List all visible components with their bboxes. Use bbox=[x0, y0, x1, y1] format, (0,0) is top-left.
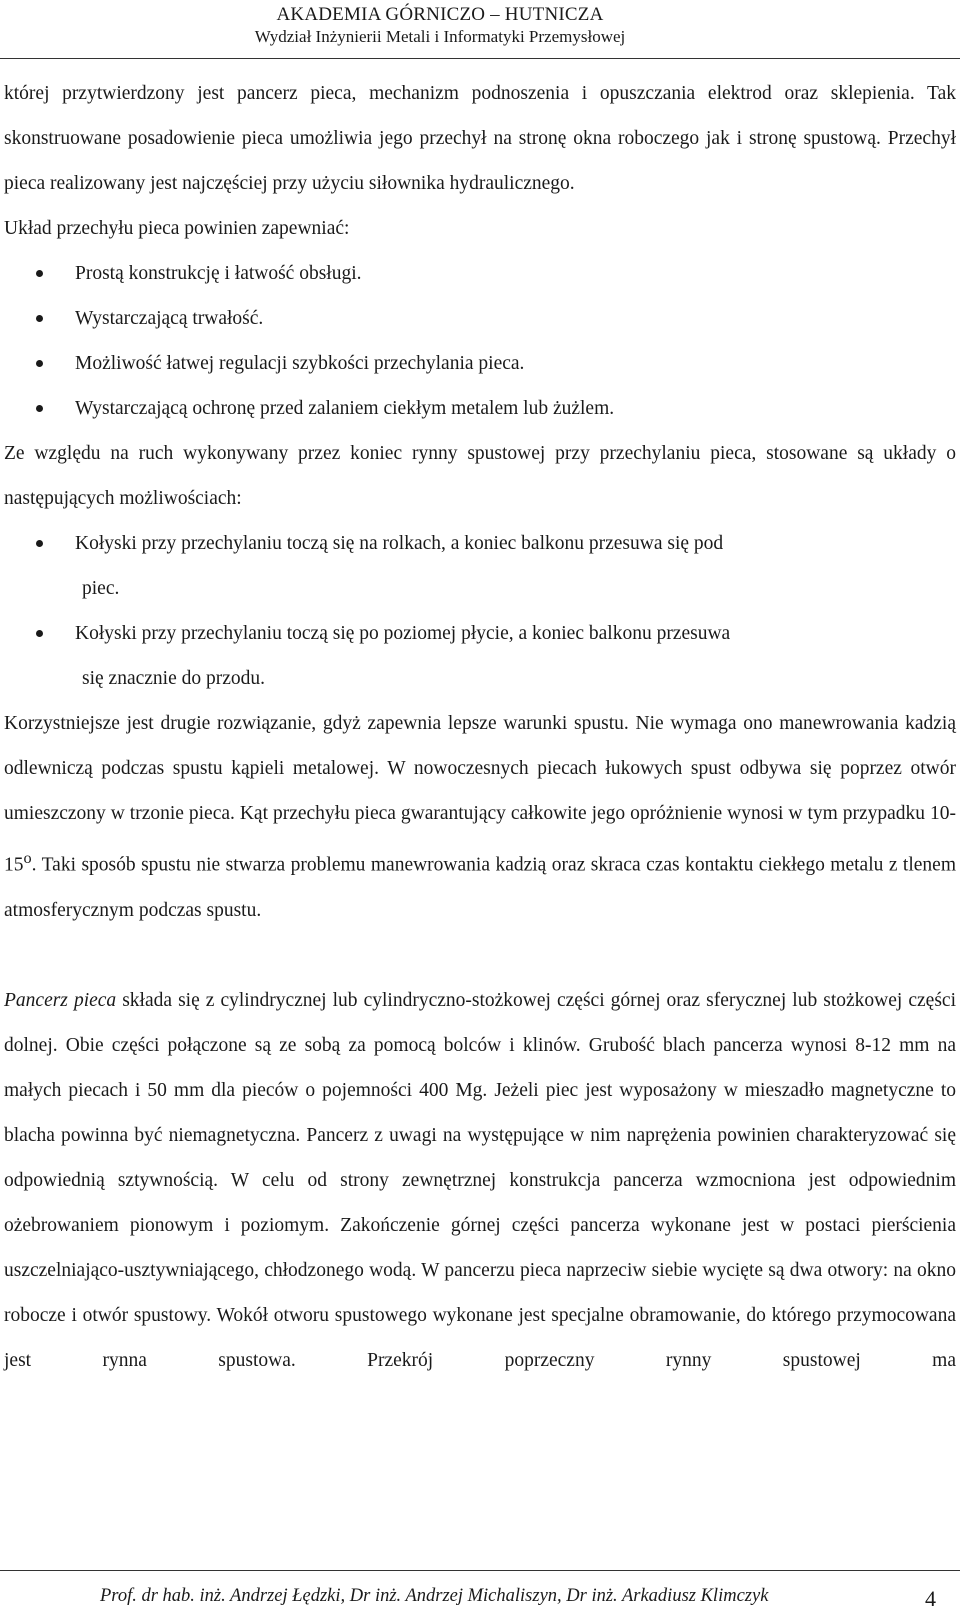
bullet-icon bbox=[36, 630, 43, 637]
paragraph-gap bbox=[4, 933, 956, 978]
systems-list bbox=[4, 521, 956, 701]
header-divider bbox=[0, 58, 960, 59]
degree-superscript: o bbox=[23, 849, 32, 867]
list-item bbox=[4, 386, 956, 431]
list-item-text-continued: się znacznie do przodu. bbox=[82, 668, 266, 689]
list-item-text: Prostą konstrukcję i łatwość obsługi. bbox=[75, 263, 362, 284]
paragraph-5 bbox=[4, 978, 956, 1383]
bullet-icon bbox=[36, 315, 43, 322]
institution-name: AKADEMIA GÓRNICZO – HUTNICZA bbox=[276, 4, 604, 25]
paragraph-3: Ze względu na ruch wykonywany przez koniec rynny spustowej przy przechylaniu pieca, stosowane są układy o następujących możliwościach: bbox=[4, 443, 956, 509]
paragraph-4 bbox=[4, 701, 956, 933]
paragraph-4-text: Korzystniejsze jest drugie rozwiązanie, gdyż zapewnia lepsze warunki spustu. Nie wymaga ono manewrowania kadzią odlewniczą podczas spustu kąpieli metalowej. W nowoczesnych piecach łukowych spust odbywa się poprzez otwór umieszczony w trzonie pieca. Kąt przechyłu pieca gwarantujący całkowite jego opróżnienie wynosi w tym przypadku 10-15 bbox=[4, 713, 956, 876]
bullet-icon bbox=[36, 405, 43, 412]
bullet-icon bbox=[36, 270, 43, 277]
footer-authors: Prof. dr hab. inż. Andrzej Łędzki, Dr inż. Andrzej Michaliszyn, Dr inż. Arkadiusz Klimczyk bbox=[100, 1586, 769, 1606]
list-item-text: Wystarczającą trwałość. bbox=[75, 308, 264, 329]
footer-divider bbox=[0, 1570, 960, 1571]
page-header bbox=[190, 4, 690, 48]
list-item-text: Kołyski przy przechylaniu toczą się na rolkach, a koniec balkonu przesuwa się pod bbox=[75, 533, 724, 554]
list-item-text: Możliwość łatwej regulacji szybkości przechylania pieca. bbox=[75, 353, 525, 374]
list-item bbox=[4, 251, 956, 296]
paragraph-2: Układ przechyłu pieca powinien zapewniać: bbox=[4, 218, 350, 239]
faculty-name: Wydział Inżynierii Metali i Informatyki Przemysłowej bbox=[254, 27, 626, 46]
document-body bbox=[4, 71, 956, 1383]
list-item bbox=[4, 521, 956, 611]
list-item bbox=[4, 611, 956, 701]
paragraph-5-text: składa się z cylindrycznej lub cylindryczno-stożkowej części górnej oraz sferycznej lub stożkowej części dolnej. Obie części połączone są ze sobą za pomocą bolców i klinów. Grubość blach pancerza wynosi 8-12 mm na małych piecach i 50 mm dla pieców o pojemności 400 Mg. Jeżeli piec jest wyposażony w mieszadło magnetyczne to blacha powinna być niemagnetyczna. Pancerz z uwagi na występujące w nim naprężenia powinien charakteryzować się odpowiednią sztywnością. W celu od strony zewnętrznej konstrukcja pancerza wzmocniona jest odpowiednim ożebrowaniem pionowym i poziomym. Zakończenie górnej części pancerza wykonane jest w postaci pierścienia uszczelniająco-usztywniającego, chłodzonego wodą. W pancerzu pieca naprzeciw siebie wycięte są dwa otwory: na okno robocze i otwór spustowy. Wokół otworu spustowego wykonane jest specjalne obramowanie, do którego przymocowana jest rynna spustowa. Przekrój poprzeczny rynny spustowej ma bbox=[4, 989, 956, 1371]
list-item-text: Kołyski przy przechylaniu toczą się po poziomej płycie, a koniec balkonu przesuwa bbox=[75, 623, 731, 644]
paragraph-4-tail: . Taki sposób spustu nie stwarza problemu manewrowania kadzią oraz skraca czas kontaktu ciekłego metalu z tlenem atmosferycznym podczas spustu. bbox=[4, 854, 956, 921]
list-item-text-continued: piec. bbox=[82, 578, 120, 599]
requirements-list bbox=[4, 251, 956, 431]
term-pancerz-pieca: Pancerz pieca bbox=[4, 989, 117, 1011]
page-number: 4 bbox=[925, 1586, 936, 1611]
list-item-text: Wystarczającą ochronę przed zalaniem ciekłym metalem lub żużlem. bbox=[75, 398, 615, 419]
list-item bbox=[4, 341, 956, 386]
list-item bbox=[4, 296, 956, 341]
bullet-icon bbox=[36, 360, 43, 367]
paragraph-1: której przytwierdzony jest pancerz pieca, mechanizm podnoszenia i opuszczania elektrod oraz sklepienia. Tak skonstruowane posadowienie pieca umożliwia jego przechył na stronę okna roboczego jak i stronę spustową. Przechył pieca realizowany jest najczęściej przy użyciu siłownika hydraulicznego. bbox=[4, 83, 956, 194]
bullet-icon bbox=[36, 540, 43, 547]
